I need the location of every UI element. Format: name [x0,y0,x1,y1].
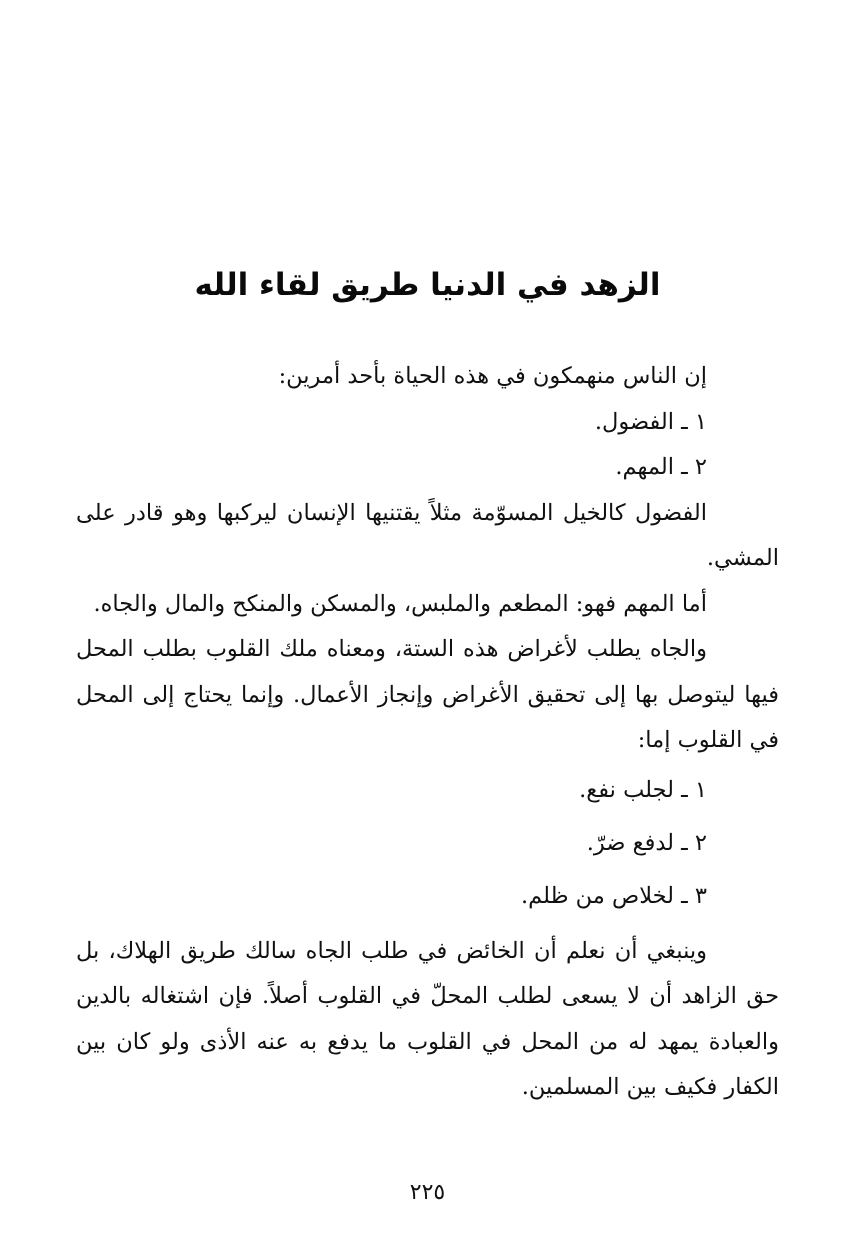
body-text [76,354,779,1111]
list-item-reason-2: ٢ ـ لدفع ضرّ. [586,829,707,856]
muhim-paragraph: أما المهم فهو: المطعم والملبس، والمسكن والمنكح والمال والجاه. [93,590,707,617]
list-item-reason-1: ١ ـ لجلب نفع. [579,776,707,803]
fudul-paragraph: الفضول كالخيل المسوّمة مثلاً يقتنيها الإنسان ليركبها وهو قادر على المشي. [76,499,779,571]
list-item-reason-3: ٣ ـ لخلاص من ظلم. [521,882,707,909]
chapter-title: الزهد في الدنيا طريق لقاء الله [194,266,661,303]
closing-paragraph: وينبغي أن نعلم أن الخائض في طلب الجاه سالك طريق الهلاك، بل حق الزاهد أن لا يسعى لطلب المحلّ في القلوب أصلاً. فإن اشتغاله بالدين والعبادة يمهد له من المحل في القلوب ما يدفع به عنه الأذى ولو كان بين الكفار فكيف بين المسلمين. [76,937,779,1100]
list-item-fudul: ١ ـ الفضول. [594,408,707,435]
jah-paragraph: والجاه يطلب لأغراض هذه الستة، ومعناه ملك القلوب بطلب المحل فيها ليتوصل بها إلى تحقيق الأغراض وإنجاز الأعمال. وإنما يحتاج إلى المحل في القلوب إما: [76,636,779,753]
list-item-muhim: ٢ ـ المهم. [615,454,707,480]
page-number: ٢٢٥ [409,1180,446,1205]
intro-paragraph: إن الناس منهمكون في هذه الحياة بأحد أمرين: [278,363,707,389]
